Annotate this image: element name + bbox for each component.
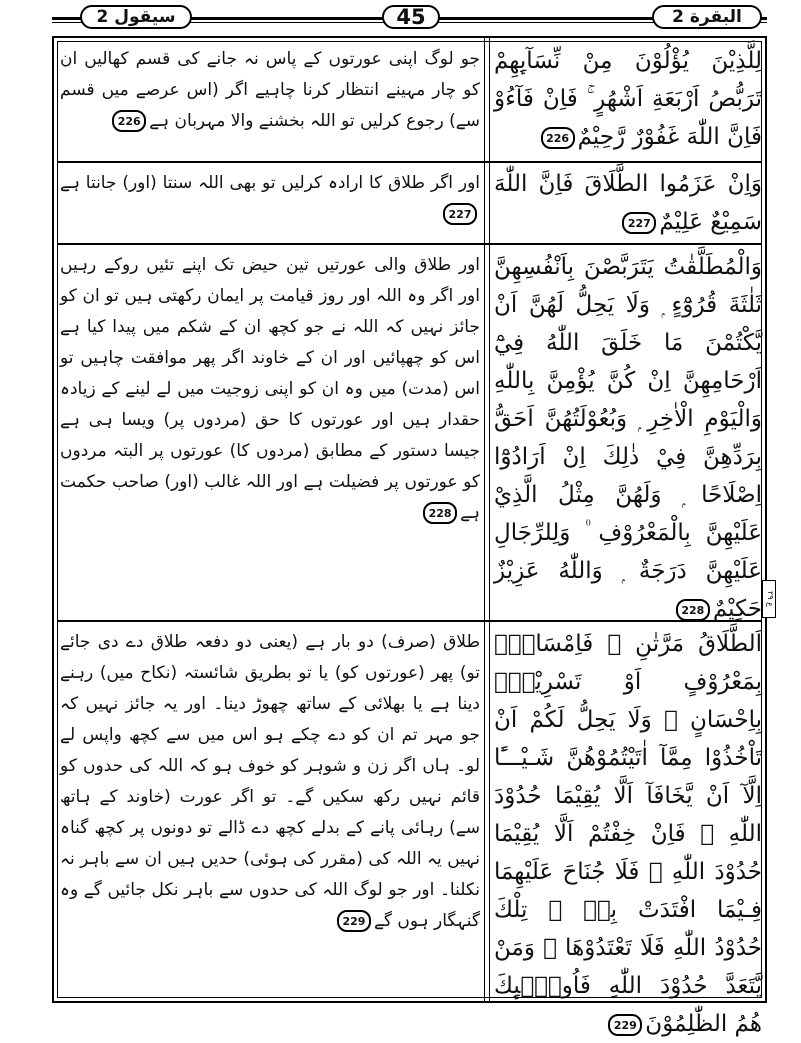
arabic-verse-228 [494,248,762,628]
arabic-text: لِلَّذِيْنَ يُؤْلُوْنَ مِنْ نِّسَآىِٕهِمْ تَرَبُّصُ اَرْبَعَةِ اَشْهُرٍ ۚ فَاِنْ فَآءُوْ فَاِنَّ اللّٰهَ غَفُوْرٌ رَّحِيْمٌ [494,48,762,150]
urdu-translation-226 [60,44,480,137]
arabic-text: وَالْمُطَلَّقٰتُ يَتَرَبَّصْنَ بِاَنْفُسِهِنَّ ثَلٰثَةَ قُرُوْٓءٍ ۭ وَلَا يَحِلُّ لَهُنَّ اَنْ يَّكْتُمْنَ مَا خَلَقَ اللّٰهُ فِيْٓ اَرْحَامِهِنَّ اِنْ كُنَّ يُؤْمِنَّ بِاللّٰهِ وَالْيَوْمِ الْاٰخِرِ ۭ وَبُعُوْلَتُهُنَّ اَحَقُّ بِرَدِّهِنَّ فِيْ ذٰلِكَ اِنْ اَرَادُوْٓا اِصْلَاحًا ۭ وَلَهُنَّ مِثْلُ الَّذِيْ عَلَيْهِنَّ بِالْمَعْرُوْفِ ۠ وَلِلرِّجَالِ عَلَيْهِنَّ دَرَجَةٌ ۭ وَاللّٰهُ عَزِيْزٌ حَكِيْمٌ [494,254,762,622]
column-divider [484,37,485,1003]
urdu-text: اور طلاق والی عورتیں تین حیض تک اپنے تئیں روکے رہیں اور اگر وہ اللہ اور روز قیامت پر ایمان رکھتی ہیں تو ان کو جائز نہیں کہ اللہ نے جو کچھ ان کے شکم میں پیدا کیا ہے اس کو چھپائیں اور ان کے خاوند اگر پھر موافقت چاہیں تو اس (مدت) میں وہ ان کو اپنی زوجیت میں لے لینے کے زیادہ حقدار ہیں اور عورتوں کا حق (مردوں پر) ویسا ہی ہے جیسا دستور کے مطابق (مردوں کا) عورتوں پر البتہ مردوں کو عورتوں پر فضیلت ہے اور اللہ غالب (اور) صاحب حکمت ہے [60,255,480,523]
verse-number-marker: 226 [112,110,146,132]
page-header [52,4,767,32]
surah-name-label: البقرة 2 [652,5,762,29]
arabic-verse-227 [494,165,762,241]
verse-number-marker: 227 [443,203,477,225]
arabic-text: وَاِنْ عَزَمُوا الطَّلَاقَ فَاِنَّ اللّٰهَ سَمِيْعٌ عَلِيْمٌ [494,171,762,235]
arabic-verse-229 [494,625,762,1043]
verse-number-marker: 227 [622,212,656,234]
urdu-translation-229 [60,627,480,937]
page-number: 45 [382,5,440,29]
column-divider-thin [489,37,490,1003]
verse-number-marker: 226 [541,127,575,149]
arabic-text: اَلطَّلَاقُ مَرَّتٰنِ ۠ فَاِمْسَاكٌۢ بِمَعْرُوْفٍ اَوْ تَسْرِيْحٌۢ بِاِحْسَانٍ ۭ وَلَا يَحِلُّ لَكُمْ اَنْ تَاْخُذُوْا مِمَّآ اٰتَيْتُمُوْھُنَّ شَـيْـــًٔا اِلَّآ اَنْ يَّخَافَآ اَلَّا يُقِيْمَا حُدُوْدَ اللّٰهِ ۭ فَاِنْ خِفْتُمْ اَلَّا يُقِيْمَا حُدُوْدَ اللّٰهِ ۙ فَلَا جُنَاحَ عَلَيْهِمَا فِـيْمَا افْتَدَتْ بِهٖ ۭ تِلْكَ حُدُوْدُ اللّٰهِ فَلَا تَعْتَدُوْھَا ۚ وَمَنْ يَّتَعَدَّ حُدُوْدَ اللّٰهِ فَاُولٰۗىِٕكَ ھُمُ الظّٰلِمُوْنَ [494,631,762,1037]
verse-number-marker: 229 [608,1014,642,1036]
urdu-text: اور اگر طلاق کا ارادہ کرلیں تو بھی اللہ سنتا (اور) جانتا ہے [60,173,480,193]
verse-number-marker: 228 [676,599,710,621]
urdu-translation-228 [60,250,480,529]
urdu-translation-227 [60,168,480,230]
verse-number-marker: 228 [423,502,457,524]
juz-name-label: سیقول 2 [80,5,192,29]
ruku-marker: ع ۲۹ [762,580,776,618]
section-divider [57,243,762,245]
urdu-text: طلاق (صرف) دو بار ہے (یعنی دو دفعہ طلاق دے دی جائے تو) پھر (عورتوں کو) یا تو بطریق شائستہ (نکاح میں) رہنے دینا ہے یا بھلائی کے ساتھ چھوڑ دینا۔ اور یہ جائز نہیں کہ جو مہر تم ان کو دے چکے ہو اس میں سے کچھ واپس لے لو۔ ہاں اگر زن و شوہر کو خوف ہو کہ اللہ کی حدوں کو قائم نہیں رکھ سکیں گے۔ تو اگر عورت (خاوند کے ہاتھ سے) رہائی پانے کے بدلے کچھ دے ڈالے تو دونوں پر کچھ گناہ نہیں یہ اللہ کی (مقرر کی ہوئی) حدیں ہیں ان سے باہر نہ نکلنا۔ اور جو لوگ اللہ کی حدوں سے باہر نکل جائیں گے وہ گنہگار ہوں گے [60,632,480,931]
section-divider [57,161,762,163]
urdu-text: جو لوگ اپنی عورتوں کے پاس نہ جانے کی قسم کھالیں ان کو چار مہینے انتظار کرنا چاہیے اگر (اس عرصے میں قسم سے) رجوع کرلیں تو اللہ بخشنے والا مہربان ہے [60,49,480,131]
verse-number-marker: 229 [337,910,371,932]
arabic-verse-226 [494,42,762,156]
